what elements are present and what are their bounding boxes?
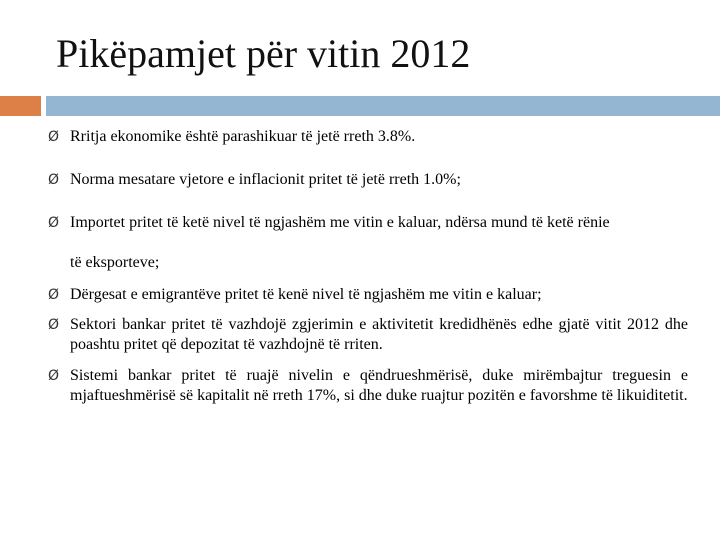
slide-title: Pikëpamjet për vitin 2012 xyxy=(56,31,471,76)
bullet-text: Norma mesatare vjetore e inflacionit pritet të jetë rreth 1.0%; xyxy=(70,171,461,188)
bullet-text: Importet pritet të ketë nivel të ngjashëm me vitin e kaluar, ndërsa mund të ketë rënie xyxy=(70,214,610,231)
bullet-inflation xyxy=(48,170,688,190)
title-divider-bar xyxy=(46,96,720,116)
bullet-banking-sector xyxy=(48,315,688,355)
arrow-bullet-icon: Ø xyxy=(48,172,60,188)
arrow-bullet-icon: Ø xyxy=(48,368,60,384)
arrow-bullet-icon: Ø xyxy=(48,129,60,145)
bullet-text: Rritja ekonomike është parashikuar të jetë rreth 3.8%. xyxy=(70,128,416,145)
bullet-economic-growth xyxy=(48,127,688,147)
bullet-remittances xyxy=(48,285,688,305)
bullet-imports xyxy=(48,213,688,273)
arrow-bullet-icon: Ø xyxy=(48,317,60,333)
arrow-bullet-icon: Ø xyxy=(48,215,60,231)
bullet-list xyxy=(48,124,688,406)
accent-bar xyxy=(0,96,41,116)
bullet-text-continuation: të eksporteve; xyxy=(70,254,160,271)
bullet-text: Sistemi bankar pritet të ruajë nivelin e qëndrueshmërisë, duke mirëmbajtur treguesin e mjaftueshmërisë së kapitalit në rreth 17%, si dhe duke ruajtur pozitën e favorshme të likuiditetit. xyxy=(70,367,688,404)
bullet-banking-system xyxy=(48,366,688,406)
bullet-text: Dërgesat e emigrantëve pritet të kenë nivel të ngjashëm me vitin e kaluar; xyxy=(70,286,542,303)
bullet-text: Sektori bankar pritet të vazhdojë zgjerimin e aktivitetit kredidhënës edhe gjatë vitit 2012 dhe poashtu pritet që depozitat të vazhdojnë të rriten. xyxy=(70,316,688,353)
arrow-bullet-icon: Ø xyxy=(48,287,60,303)
